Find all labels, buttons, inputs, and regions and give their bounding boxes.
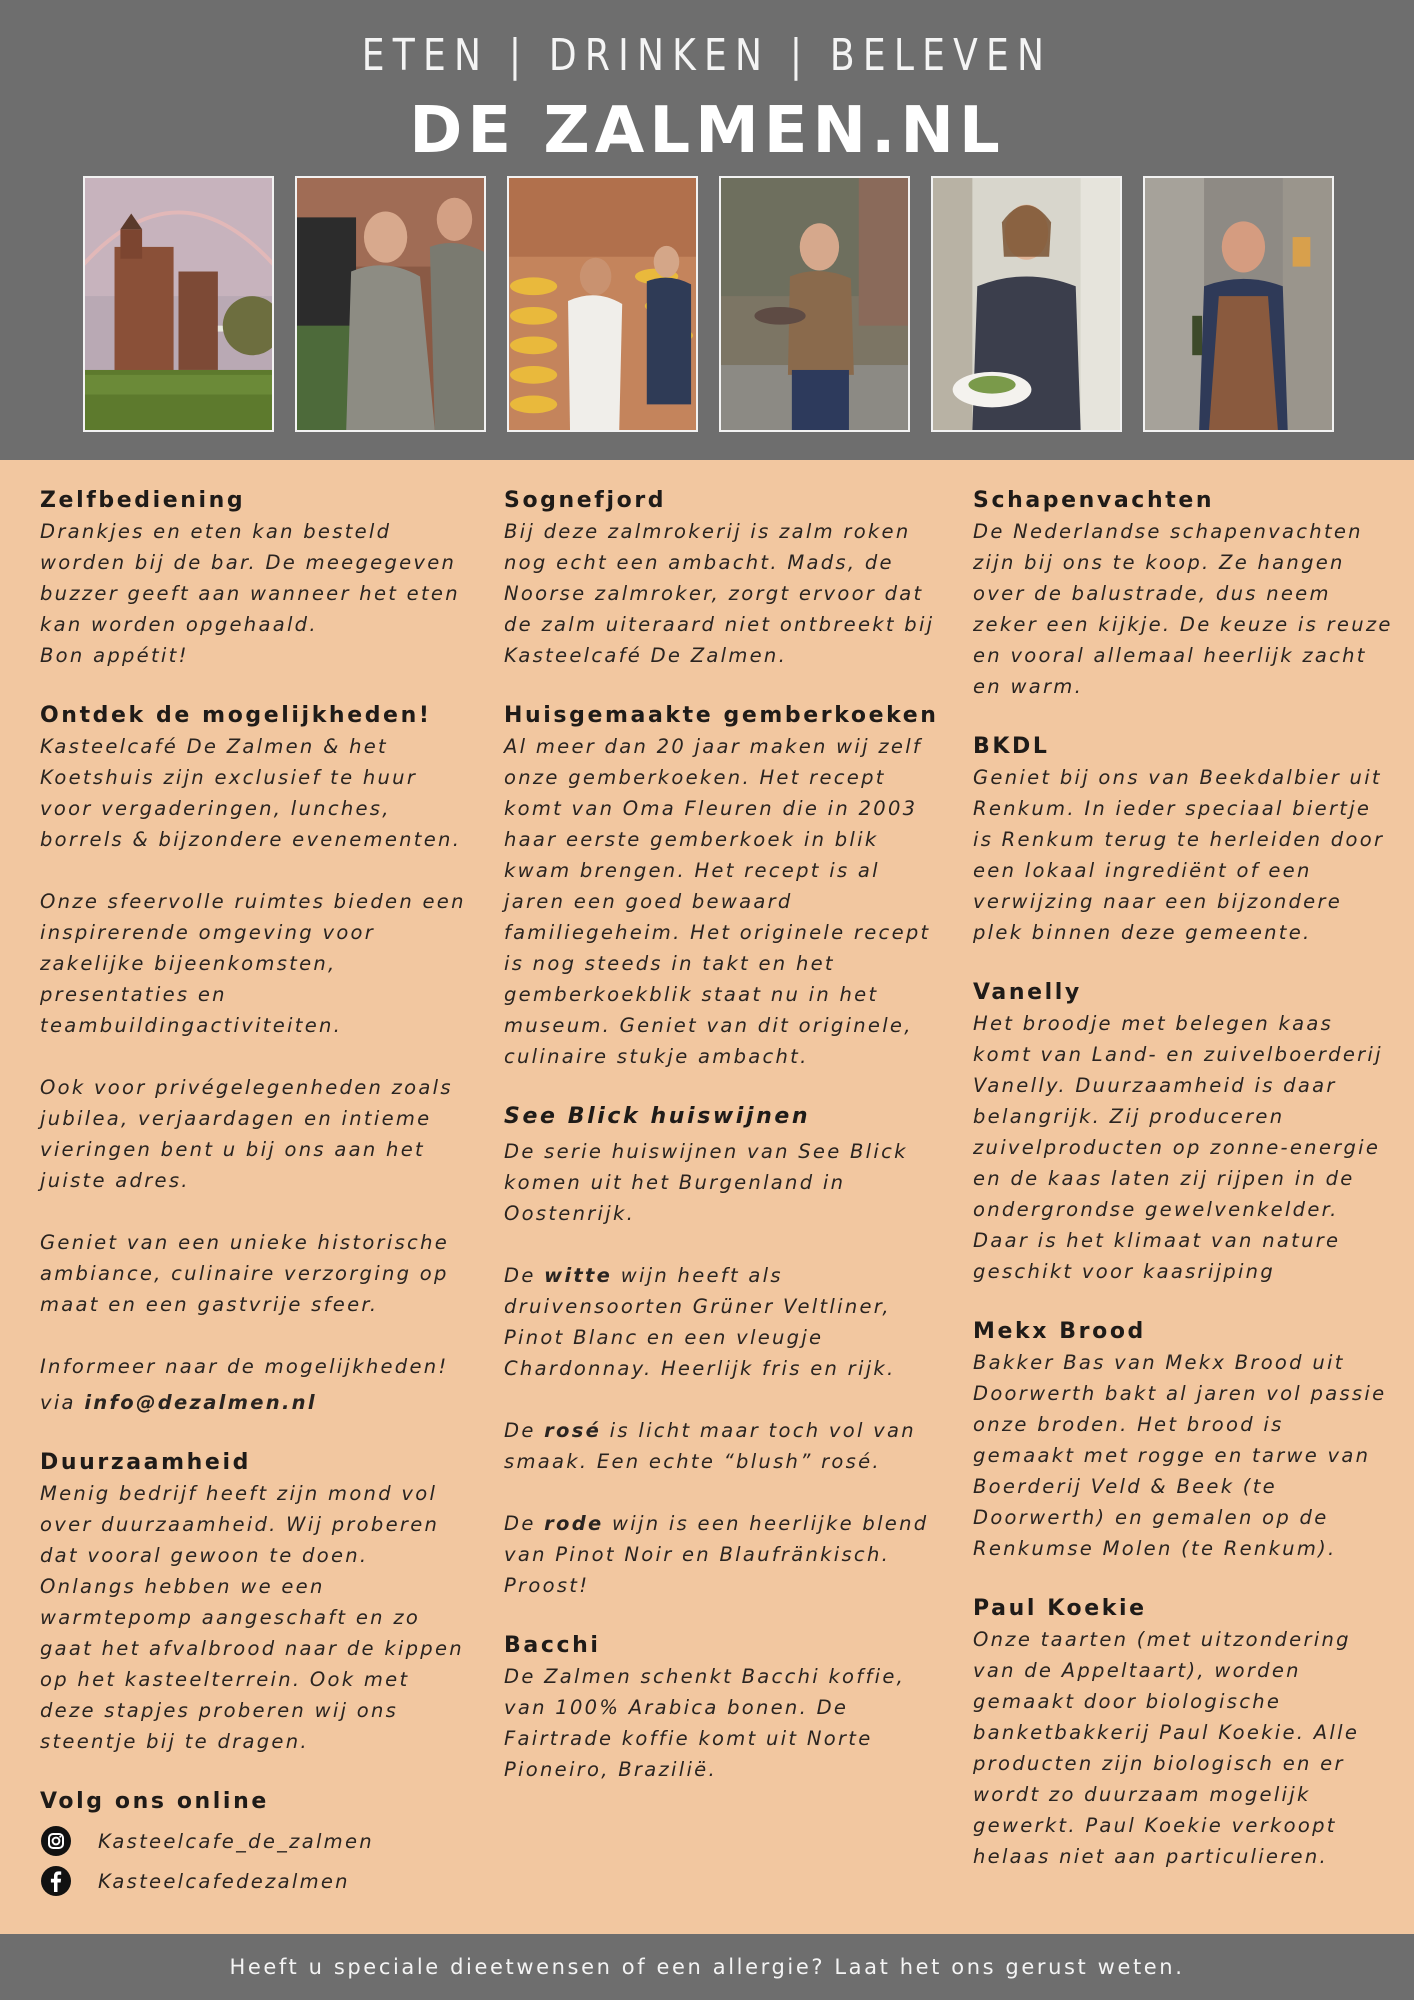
facebook-handle: Kasteelcafedezalmen [98, 1869, 350, 1893]
wine-white-label: witte [544, 1264, 613, 1287]
section-text: Informeer naar de mogelijkheden! [40, 1355, 449, 1378]
section-text: Bon appétit! [40, 644, 189, 667]
section-text: Bij deze zalmrokerij is zalm roken nog echt een ambacht. Mads, de Noorse zalmroker, zorgt ervoor dat de zalm uiteraard niet ontbreekt bij Kasteelcafé De Zalmen. [504, 520, 935, 667]
photo-brewer [1143, 176, 1334, 432]
wine-white-text: wijn heeft als druivensoorten Grüner Veltliner, Pinot Blanc en een vleugje Chardonnay. Heerlijk fris en rijk. [504, 1264, 896, 1380]
wine-white [504, 1260, 944, 1384]
section-text: Drankjes en eten kan besteld worden bij de bar. De meegegeven buzzer geeft aan wanneer het eten kan worden opgehaald. [40, 520, 460, 636]
section-title: BKDL [973, 734, 1050, 759]
wine-prefix: De [504, 1264, 536, 1287]
section-text: Geniet van een unieke historische ambiance, culinaire verzorging op maat en een gastvrije sfeer. [40, 1231, 450, 1316]
wine-prefix: De [504, 1512, 536, 1535]
photo-fishmonger [719, 176, 910, 432]
section-title: Huisgemaakte gemberkoeken [504, 703, 939, 728]
section-text: Geniet bij ons van Beekdalbier uit Renkum. In ieder speciaal biertje is Renkum terug te herleiden door een lokaal ingrediënt of een verwijzing naar een bijzondere plek binnen deze gemeente. [973, 766, 1385, 944]
section-text: Onze taarten (met uitzondering van de Appeltaart), worden gemaakt door biologische banketbakkerij Paul Koekie. Alle producten zijn biologisch en er wordt zo duurzaam mogelijk gewerkt. Paul Koekie verkoopt helaas niet aan particulieren. [973, 1628, 1360, 1868]
facebook-link[interactable] [40, 1861, 470, 1901]
column-right [973, 486, 1393, 1902]
section-title: Sognefjord [504, 488, 667, 513]
section-gemberkoeken [504, 701, 944, 1072]
section-text: Bakker Bas van Mekx Brood uit Doorwerth bakt al jaren vol passie onze broden. Het brood is gemaakt met rogge en tarwe van Boerderij Veld & Beek (te Doorwerth) en gemalen op de Renkumse Molen (te Renkum). [973, 1351, 1387, 1560]
section-social [40, 1787, 470, 1901]
section-paulkoekie [973, 1594, 1393, 1872]
photo-strip [83, 176, 1337, 432]
section-title: Volg ons online [40, 1789, 269, 1814]
section-mekx [973, 1317, 1393, 1564]
section-duurzaamheid [40, 1448, 470, 1757]
section-title: Duurzaamheid [40, 1450, 251, 1475]
via-label: via [40, 1391, 76, 1414]
section-title: Schapenvachten [973, 488, 1215, 513]
section-title: Bacchi [504, 1633, 601, 1658]
section-vanelly [973, 978, 1393, 1287]
section-title: See Blick huiswijnen [504, 1104, 811, 1129]
section-sognefjord [504, 486, 944, 671]
email-link[interactable]: info@dezalmen.nl [84, 1391, 317, 1414]
section-text: Menig bedrijf heeft zijn mond vol over duurzaamheid. Wij proberen dat vooral gewoon te doen. Onlangs hebben we een warmtepomp aangeschaft en zo gaat het afvalbrood naar de kippen op het kasteelterrein. Ook met deze stapjes proberen wij ons steentje bij te dragen. [40, 1482, 464, 1753]
social-links [40, 1821, 470, 1901]
wine-red [504, 1508, 944, 1601]
section-text: De serie huiswijnen van See Blick komen uit het Burgenland in Oostenrijk. [504, 1140, 908, 1225]
wine-rose-label: rosé [544, 1419, 602, 1442]
instagram-handle: Kasteelcafe_de_zalmen [98, 1829, 374, 1853]
header-banner [0, 0, 1414, 460]
wine-prefix: De [504, 1419, 536, 1442]
instagram-link[interactable] [40, 1821, 470, 1861]
section-title: Ontdek de mogelijkheden! [40, 703, 432, 728]
contact-line [40, 1387, 470, 1418]
section-title: Mekx Brood [973, 1319, 1146, 1344]
photo-cheese [507, 176, 698, 432]
photo-chefs [295, 176, 486, 432]
section-ontdek [40, 701, 470, 1418]
brand-title: DE ZALMEN.NL [409, 94, 1005, 168]
section-text: Kasteelcafé De Zalmen & het Koetshuis zijn exclusief te huur voor vergaderingen, lunches, borrels & bijzondere evenementen. [40, 735, 462, 851]
section-text: Al meer dan 20 jaar maken wij zelf onze gemberkoeken. Het recept komt van Oma Fleuren die in 2003 haar eerste gemberkoek in blik kwam brengen. Het recept is al jaren een goed bewaard familiegeheim. Het originele recept is nog steeds in takt en het gemberkoekblik staat nu in het museum. Geniet van dit originele, culinaire stukje ambacht. [504, 735, 931, 1068]
section-zelfbediening [40, 486, 470, 671]
wine-red-label: rode [544, 1512, 604, 1535]
section-text: De Nederlandse schapenvachten zijn bij ons te koop. Ze hangen over de balustrade, dus neem zeker een kijkje. De keuze is reuze en vooral allemaal heerlijk zacht en warm. [973, 520, 1393, 698]
section-title: Zelfbediening [40, 488, 246, 513]
footer-allergy-notice: Heeft u speciale dieetwensen of een allergie? Laat het ons gerust weten. [0, 1934, 1414, 2000]
section-text: Het broodje met belegen kaas komt van Land- en zuivelboerderij Vanelly. Duurzaamheid is daar belangrijk. Zij produceren zuivelproducten op zonne-energie en de kaas laten zij rijpen in de ondergrondse gewelvenkelder. Daar is het klimaat van nature geschikt voor kaasrijping [973, 1012, 1383, 1283]
section-title: Paul Koekie [973, 1596, 1147, 1621]
section-bkdl [973, 732, 1393, 948]
tagline: ETEN | DRINKEN | BELEVEN [361, 30, 1053, 81]
section-seeblick [504, 1102, 944, 1601]
photo-castle [83, 176, 274, 432]
section-text: Ook voor privégelegenheden zoals jubilea, verjaardagen en intieme vieringen bent u bij ons aan het juiste adres. [40, 1076, 453, 1192]
section-text: De Zalmen schenkt Bacchi koffie, van 100% Arabica bonen. De Fairtrade koffie komt uit Norte Pioneiro, Brazilië. [504, 1665, 906, 1781]
instagram-icon [40, 1825, 72, 1857]
column-left [40, 486, 470, 1931]
wine-rose [504, 1415, 944, 1477]
wine-red-text: wijn is een heerlijke blend van Pinot Noir en Blaufränkisch. Proost! [504, 1512, 929, 1597]
section-bacchi [504, 1631, 944, 1785]
column-middle [504, 486, 944, 1815]
section-title: Vanelly [973, 980, 1082, 1005]
section-schapenvachten [973, 486, 1393, 702]
facebook-icon [40, 1865, 72, 1897]
wine-rose-text: is licht maar toch vol van smaak. Een echte “blush” rosé. [504, 1419, 916, 1473]
photo-waitress [931, 176, 1122, 432]
section-text: Onze sfeervolle ruimtes bieden een inspirerende omgeving voor zakelijke bijeenkomsten, presentaties en teambuildingactiviteiten. [40, 890, 466, 1037]
